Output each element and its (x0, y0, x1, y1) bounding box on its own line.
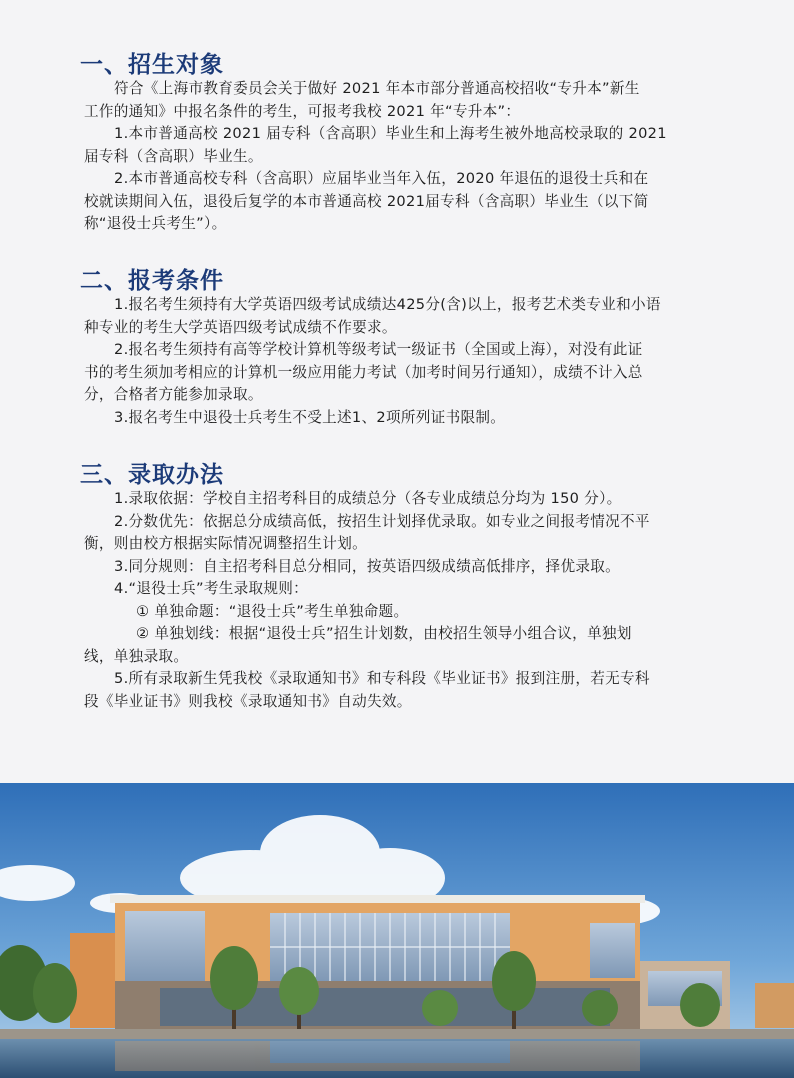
section-body-admission-methods (84, 488, 724, 713)
text-line: 2.本市普通高校专科（含高职）应届毕业当年入伍，2020 年退伍的退役士兵和在 (114, 170, 649, 187)
text-line: 1.录取依据：学校自主招考科目的成绩总分（各专业成绩总分均为 150 分）。 (114, 490, 622, 507)
text-line: 3.同分规则：自主招考科目总分相同，按英语四级成绩高低排序，择优录取。 (114, 557, 621, 575)
text-line: 2.分数优先：依据总分成绩高低，按招生计划择优录取。如专业之间报考情况不平 (114, 512, 650, 530)
text-line: ② 单独划线：根据“退役士兵”招生计划数，由校招生领导小组合议，单独划 (136, 625, 632, 642)
text-line: 1.本市普通高校 2021 届专科（含高职）毕业生和上海考生被外地高校录取的 2021 (114, 125, 667, 142)
text-line: 种专业的考生大学英语四级考试成绩不作要求。 (84, 318, 397, 336)
roof (110, 895, 645, 903)
text-line: 校就读期间入伍，退役后复学的本市普通高校 2021届专科（含高职）毕业生（以下简 (84, 192, 649, 210)
campus-building-photo (0, 783, 794, 1078)
section-heading-application-requirements: 二、报考条件 (80, 268, 224, 294)
text-line: 工作的通知》中报名条件的考生，可报考我校 2021 年“专升本”： (84, 102, 521, 120)
far-right-building (755, 983, 794, 1028)
text-line: 届专科（含高职）毕业生。 (84, 147, 263, 165)
section-body-application-requirements (84, 294, 724, 429)
text-line: 分，合格者方能参加录取。 (84, 386, 263, 403)
section-body-enrollment-targets (84, 78, 724, 236)
text-line: 段《毕业证书》则我校《录取通知书》自动失效。 (84, 692, 412, 710)
left-wing (70, 933, 115, 1028)
campus-building-illustration (0, 783, 794, 1078)
text-line: 3.报名考生中退役士兵考生不受上述1、2项所列证书限制。 (114, 408, 506, 426)
text-line: 衡，则由校方根据实际情况调整招生计划。 (84, 535, 367, 552)
text-line: 4.“退役士兵”考生录取规则： (114, 580, 309, 597)
glass-facade (125, 911, 205, 981)
section-heading-admission-methods: 三、录取办法 (80, 462, 224, 488)
glass-facade (590, 923, 635, 978)
text-line: 称“退役士兵考生”）。 (84, 215, 227, 232)
waterfront-promenade (0, 1029, 794, 1039)
text-line: 2.报名考生须持有高等学校计算机等级考试一级证书（全国或上海），对没有此证 (114, 341, 643, 358)
text-line: 符合《上海市教育委员会关于做好 2021 年本市部分普通高校招收“专升本”新生 (114, 80, 640, 97)
text-line: ① 单独命题：“退役士兵”考生单独命题。 (136, 602, 409, 620)
text-line: 线，单独录取。 (84, 647, 189, 665)
text-line: 书的考生须加考相应的计算机一级应用能力考试（加考时间另行通知），成绩不计入总 (84, 363, 643, 381)
water-reflection (115, 1041, 640, 1071)
section-heading-enrollment-targets: 一、招生对象 (80, 52, 224, 78)
text-line: 1.报名考生须持有大学英语四级考试成绩达425分(含)以上，报考艺术类专业和小语 (114, 296, 661, 313)
text-line: 5.所有录取新生凭我校《录取通知书》和专科段《毕业证书》报到注册，若无专科 (114, 670, 650, 687)
